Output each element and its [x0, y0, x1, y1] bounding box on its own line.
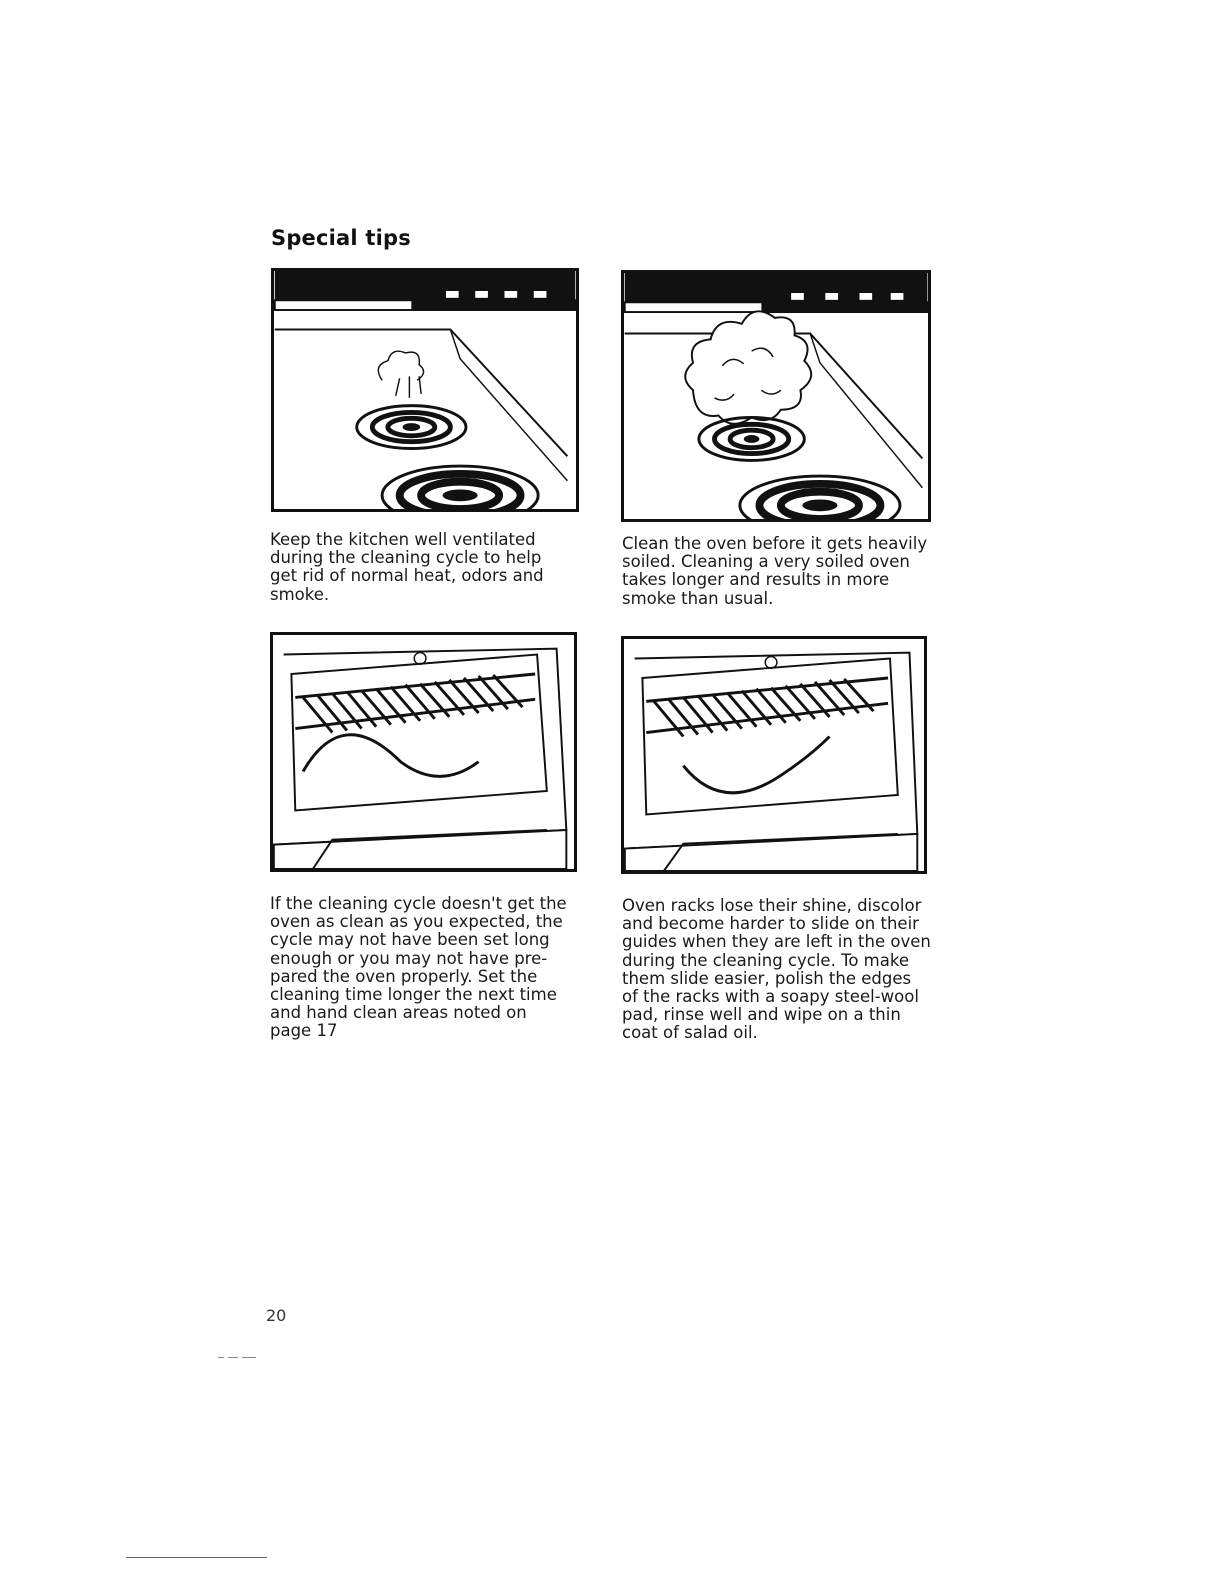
- cooktop-heavy-smoke-icon: [624, 273, 928, 519]
- oven-racks-illustration: [621, 636, 927, 874]
- oven-racks-icon: [624, 639, 924, 871]
- tip-caption: Keep the kitchen well ventilated during the cleaning cycle to help get rid of normal heat, odors and smoke.: [270, 530, 544, 604]
- tip-caption: Clean the oven before it gets heavily soiled. Cleaning a very soiled oven takes longer and results in more smoke than usual.: [622, 534, 928, 608]
- scan-speck-marks: [218, 1356, 258, 1359]
- cooktop-light-smoke-icon: [274, 271, 576, 509]
- page-title: Special tips: [271, 226, 411, 250]
- tip-caption: If the cleaning cycle doesn't get the oven as clean as you expected, the cycle may not have been set long enough or you may not have pre- pared the oven properly. Set the cleaning time longer the next time and hand clean areas noted on page 17: [270, 894, 567, 1041]
- oven-interior-icon: [273, 635, 574, 869]
- tip-caption: Oven racks lose their shine, discolor and become harder to slide on their guides when they are left in the oven during the cleaning cycle. To make them slide easier, polish the edges of the racks with a soapy steel-wool pad, rinse well and wipe on a thin coat of salad oil.: [622, 896, 931, 1043]
- cooktop-light-smoke-illustration: [271, 268, 579, 512]
- footer-rule: [126, 1557, 267, 1558]
- oven-interior-racks-illustration: [270, 632, 577, 872]
- page-number: 20: [266, 1306, 287, 1325]
- cooktop-heavy-smoke-illustration: [621, 270, 931, 522]
